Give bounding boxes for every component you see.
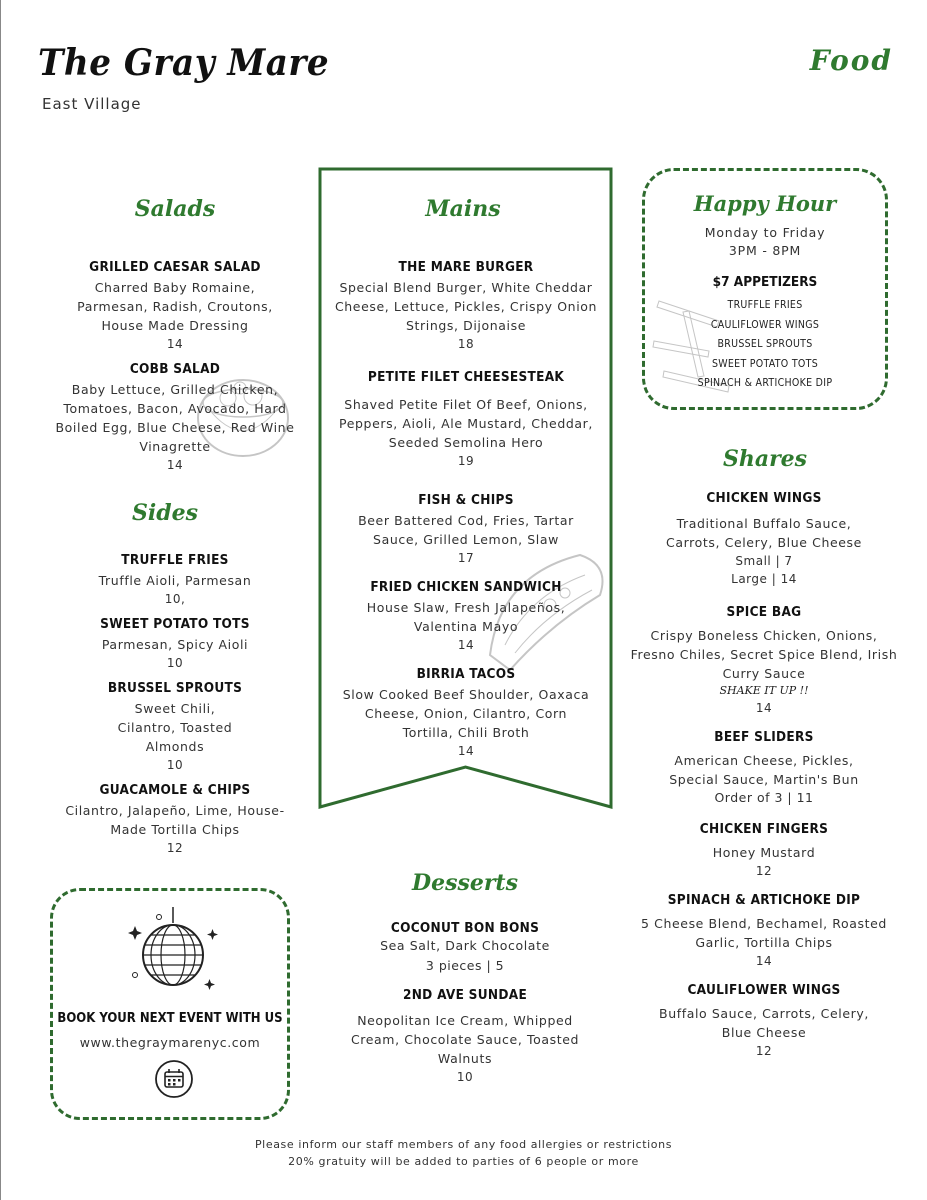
disco-ball-icon bbox=[123, 903, 223, 1003]
item-description: Special Blend Burger, White Cheddar Cheese, Lettuce, Pickles, Crispy Onion Strings, Dijonaise bbox=[334, 280, 598, 333]
happy-hour-subheading: $7 APPETIZERS bbox=[712, 274, 818, 290]
item-price: 14 bbox=[755, 701, 773, 715]
happy-hour-box bbox=[642, 168, 888, 410]
menu-item bbox=[50, 680, 300, 774]
item-description: Neopolitan Ice Cream, Whipped Cream, Chocolate Sauce, Toasted Walnuts bbox=[350, 1013, 580, 1066]
item-price: 14 bbox=[166, 337, 184, 351]
item-price: 19 bbox=[457, 454, 475, 468]
item-name: SPINACH & ARTICHOKE DIP bbox=[667, 892, 861, 908]
item-note: SHAKE IT UP !! bbox=[719, 684, 809, 697]
item-description: 5 Cheese Blend, Bechamel, Roasted Garlic, Tortilla Chips bbox=[641, 916, 887, 950]
menu-item bbox=[50, 552, 300, 608]
item-price: 12 bbox=[755, 1044, 773, 1058]
item-name: COCONUT BON BONS bbox=[390, 920, 540, 936]
menu-item bbox=[330, 492, 602, 567]
item-description: Sea Salt, Dark Chocolate bbox=[380, 938, 550, 953]
happy-hour-item: SPINACH & ARTICHOKE DIP bbox=[697, 377, 833, 389]
item-description: Truffle Aioli, Parmesan bbox=[98, 573, 252, 588]
item-price: 12 bbox=[755, 864, 773, 878]
item-name: TRUFFLE FRIES bbox=[121, 552, 229, 568]
item-description: Crispy Boneless Chicken, Onions, Fresno Chiles, Secret Spice Blend, Irish Curry Sauce bbox=[630, 628, 898, 681]
desserts-heading: Desserts bbox=[412, 870, 518, 896]
item-price: 3 pieces | 5 bbox=[425, 958, 505, 973]
item-name: FISH & CHIPS bbox=[418, 492, 514, 508]
item-price: 10 bbox=[166, 656, 184, 670]
menu-item bbox=[330, 369, 602, 470]
item-description: House Slaw, Fresh Jalapeños, Valentina Mayo bbox=[366, 600, 566, 634]
item-price: 14 bbox=[755, 954, 773, 968]
item-name: 2ND AVE SUNDAE bbox=[402, 987, 528, 1003]
item-price-large: Large | 14 bbox=[731, 572, 797, 586]
item-price: Order of 3 | 11 bbox=[714, 790, 814, 805]
item-price: 10, bbox=[164, 592, 186, 606]
item-description: Shaved Petite Filet Of Beef, Onions, Peppers, Aioli, Ale Mustard, Cheddar, Seeded Semolina Hero bbox=[339, 397, 593, 450]
shares-heading: Shares bbox=[722, 446, 808, 472]
item-price: 10 bbox=[456, 1070, 474, 1084]
item-name: SPICE BAG bbox=[726, 604, 802, 620]
book-event-title: BOOK YOUR NEXT EVENT WITH US bbox=[57, 1011, 283, 1026]
happy-hour-item: BRUSSEL SPROUTS bbox=[717, 338, 813, 350]
item-price: 14 bbox=[457, 638, 475, 652]
item-description: Slow Cooked Beef Shoulder, Oaxaca Cheese, Onion, Cilantro, Corn Tortilla, Chili Broth bbox=[342, 687, 590, 740]
menu-item bbox=[630, 982, 898, 1060]
item-name: BIRRIA TACOS bbox=[416, 666, 516, 682]
mains-list bbox=[330, 259, 602, 768]
gratuity-notice: 20% gratuity will be added to parties of 6 people or more bbox=[288, 1155, 639, 1168]
happy-hour-item: CAULIFLOWER WINGS bbox=[710, 318, 820, 331]
fries-sketch bbox=[649, 281, 759, 401]
menu-label: Food bbox=[809, 44, 893, 77]
page-edge bbox=[0, 0, 1, 1200]
menu-item bbox=[50, 259, 300, 353]
item-price: 14 bbox=[166, 458, 184, 472]
item-price: 18 bbox=[457, 337, 475, 351]
menu-item bbox=[335, 987, 595, 1086]
item-price: Small | 7 bbox=[735, 554, 793, 568]
item-description: Parmesan, Spicy Aioli bbox=[101, 637, 249, 652]
restaurant-name: The Gray Mare bbox=[38, 42, 330, 84]
salads-list bbox=[50, 259, 300, 482]
sides-list bbox=[50, 552, 300, 865]
menu-item bbox=[330, 579, 602, 654]
salads-heading: Salads bbox=[134, 196, 216, 222]
menu-item bbox=[50, 616, 300, 672]
item-description: Buffalo Sauce, Carrots, Celery, Blue Cheese bbox=[659, 1006, 869, 1040]
item-name: BRUSSEL SPROUTS bbox=[107, 680, 243, 696]
item-description: Honey Mustard bbox=[712, 845, 816, 860]
item-description: Traditional Buffalo Sauce, Carrots, Celery, Blue Cheese bbox=[666, 516, 862, 550]
item-description: American Cheese, Pickles, Special Sauce, Martin's Bun bbox=[669, 753, 859, 787]
item-description: Sweet Chili, Cilantro, Toasted Almonds bbox=[117, 701, 233, 754]
item-name: GRILLED CAESAR SALAD bbox=[89, 259, 261, 275]
item-name: CAULIFLOWER WINGS bbox=[687, 982, 841, 998]
item-description: Charred Baby Romaine, Parmesan, Radish, Croutons, House Made Dressing bbox=[77, 280, 273, 333]
shares-list bbox=[630, 490, 898, 1068]
item-name: SWEET POTATO TOTS bbox=[100, 616, 250, 632]
item-name: GUACAMOLE & CHIPS bbox=[99, 782, 251, 798]
desserts-list bbox=[335, 920, 595, 1094]
mains-heading: Mains bbox=[425, 196, 501, 222]
item-price: 10 bbox=[166, 758, 184, 772]
menu-item bbox=[335, 920, 595, 975]
menu-item bbox=[630, 729, 898, 807]
happy-hour-item: TRUFFLE FRIES bbox=[727, 299, 803, 311]
item-price: 12 bbox=[166, 841, 184, 855]
item-description: Beer Battered Cod, Fries, Tartar Sauce, Grilled Lemon, Slaw bbox=[358, 513, 574, 547]
item-price: 17 bbox=[457, 551, 475, 565]
website-link[interactable]: www.thegraymarenyc.com bbox=[79, 1035, 261, 1050]
calendar-icon[interactable] bbox=[154, 1059, 194, 1099]
menu-item bbox=[50, 782, 300, 857]
menu-item bbox=[330, 259, 602, 353]
happy-hour-heading: Happy Hour bbox=[693, 191, 837, 216]
item-name: FRIED CHICKEN SANDWICH bbox=[370, 579, 562, 595]
menu-item bbox=[50, 361, 300, 474]
sides-heading: Sides bbox=[131, 500, 198, 526]
happy-hour-days: Monday to Friday bbox=[704, 225, 826, 240]
happy-hour-time: 3PM - 8PM bbox=[728, 243, 802, 258]
item-name: THE MARE BURGER bbox=[398, 259, 534, 275]
happy-hour-item: SWEET POTATO TOTS bbox=[711, 357, 819, 370]
item-name: PETITE FILET CHEESESTEAK bbox=[367, 369, 565, 385]
book-event-box bbox=[50, 888, 290, 1120]
menu-item bbox=[330, 666, 602, 760]
item-name: COBB SALAD bbox=[129, 361, 221, 377]
item-name: CHICKEN WINGS bbox=[706, 490, 822, 506]
item-description: Baby Lettuce, Grilled Chicken, Tomatoes, Bacon, Avocado, Hard Boiled Egg, Blue Cheese, Red Wine Vinagrette bbox=[55, 382, 295, 454]
item-name: BEEF SLIDERS bbox=[714, 729, 814, 745]
item-price: 14 bbox=[457, 744, 475, 758]
menu-item bbox=[630, 604, 898, 717]
item-description: Cilantro, Jalapeño, Lime, House-Made Tortilla Chips bbox=[65, 803, 285, 837]
restaurant-location: East Village bbox=[42, 95, 142, 113]
menu-item bbox=[630, 892, 898, 970]
menu-item bbox=[630, 821, 898, 880]
menu-item bbox=[630, 490, 898, 588]
item-name: CHICKEN FINGERS bbox=[699, 821, 829, 837]
allergy-notice: Please inform our staff members of any food allergies or restrictions bbox=[254, 1138, 673, 1151]
